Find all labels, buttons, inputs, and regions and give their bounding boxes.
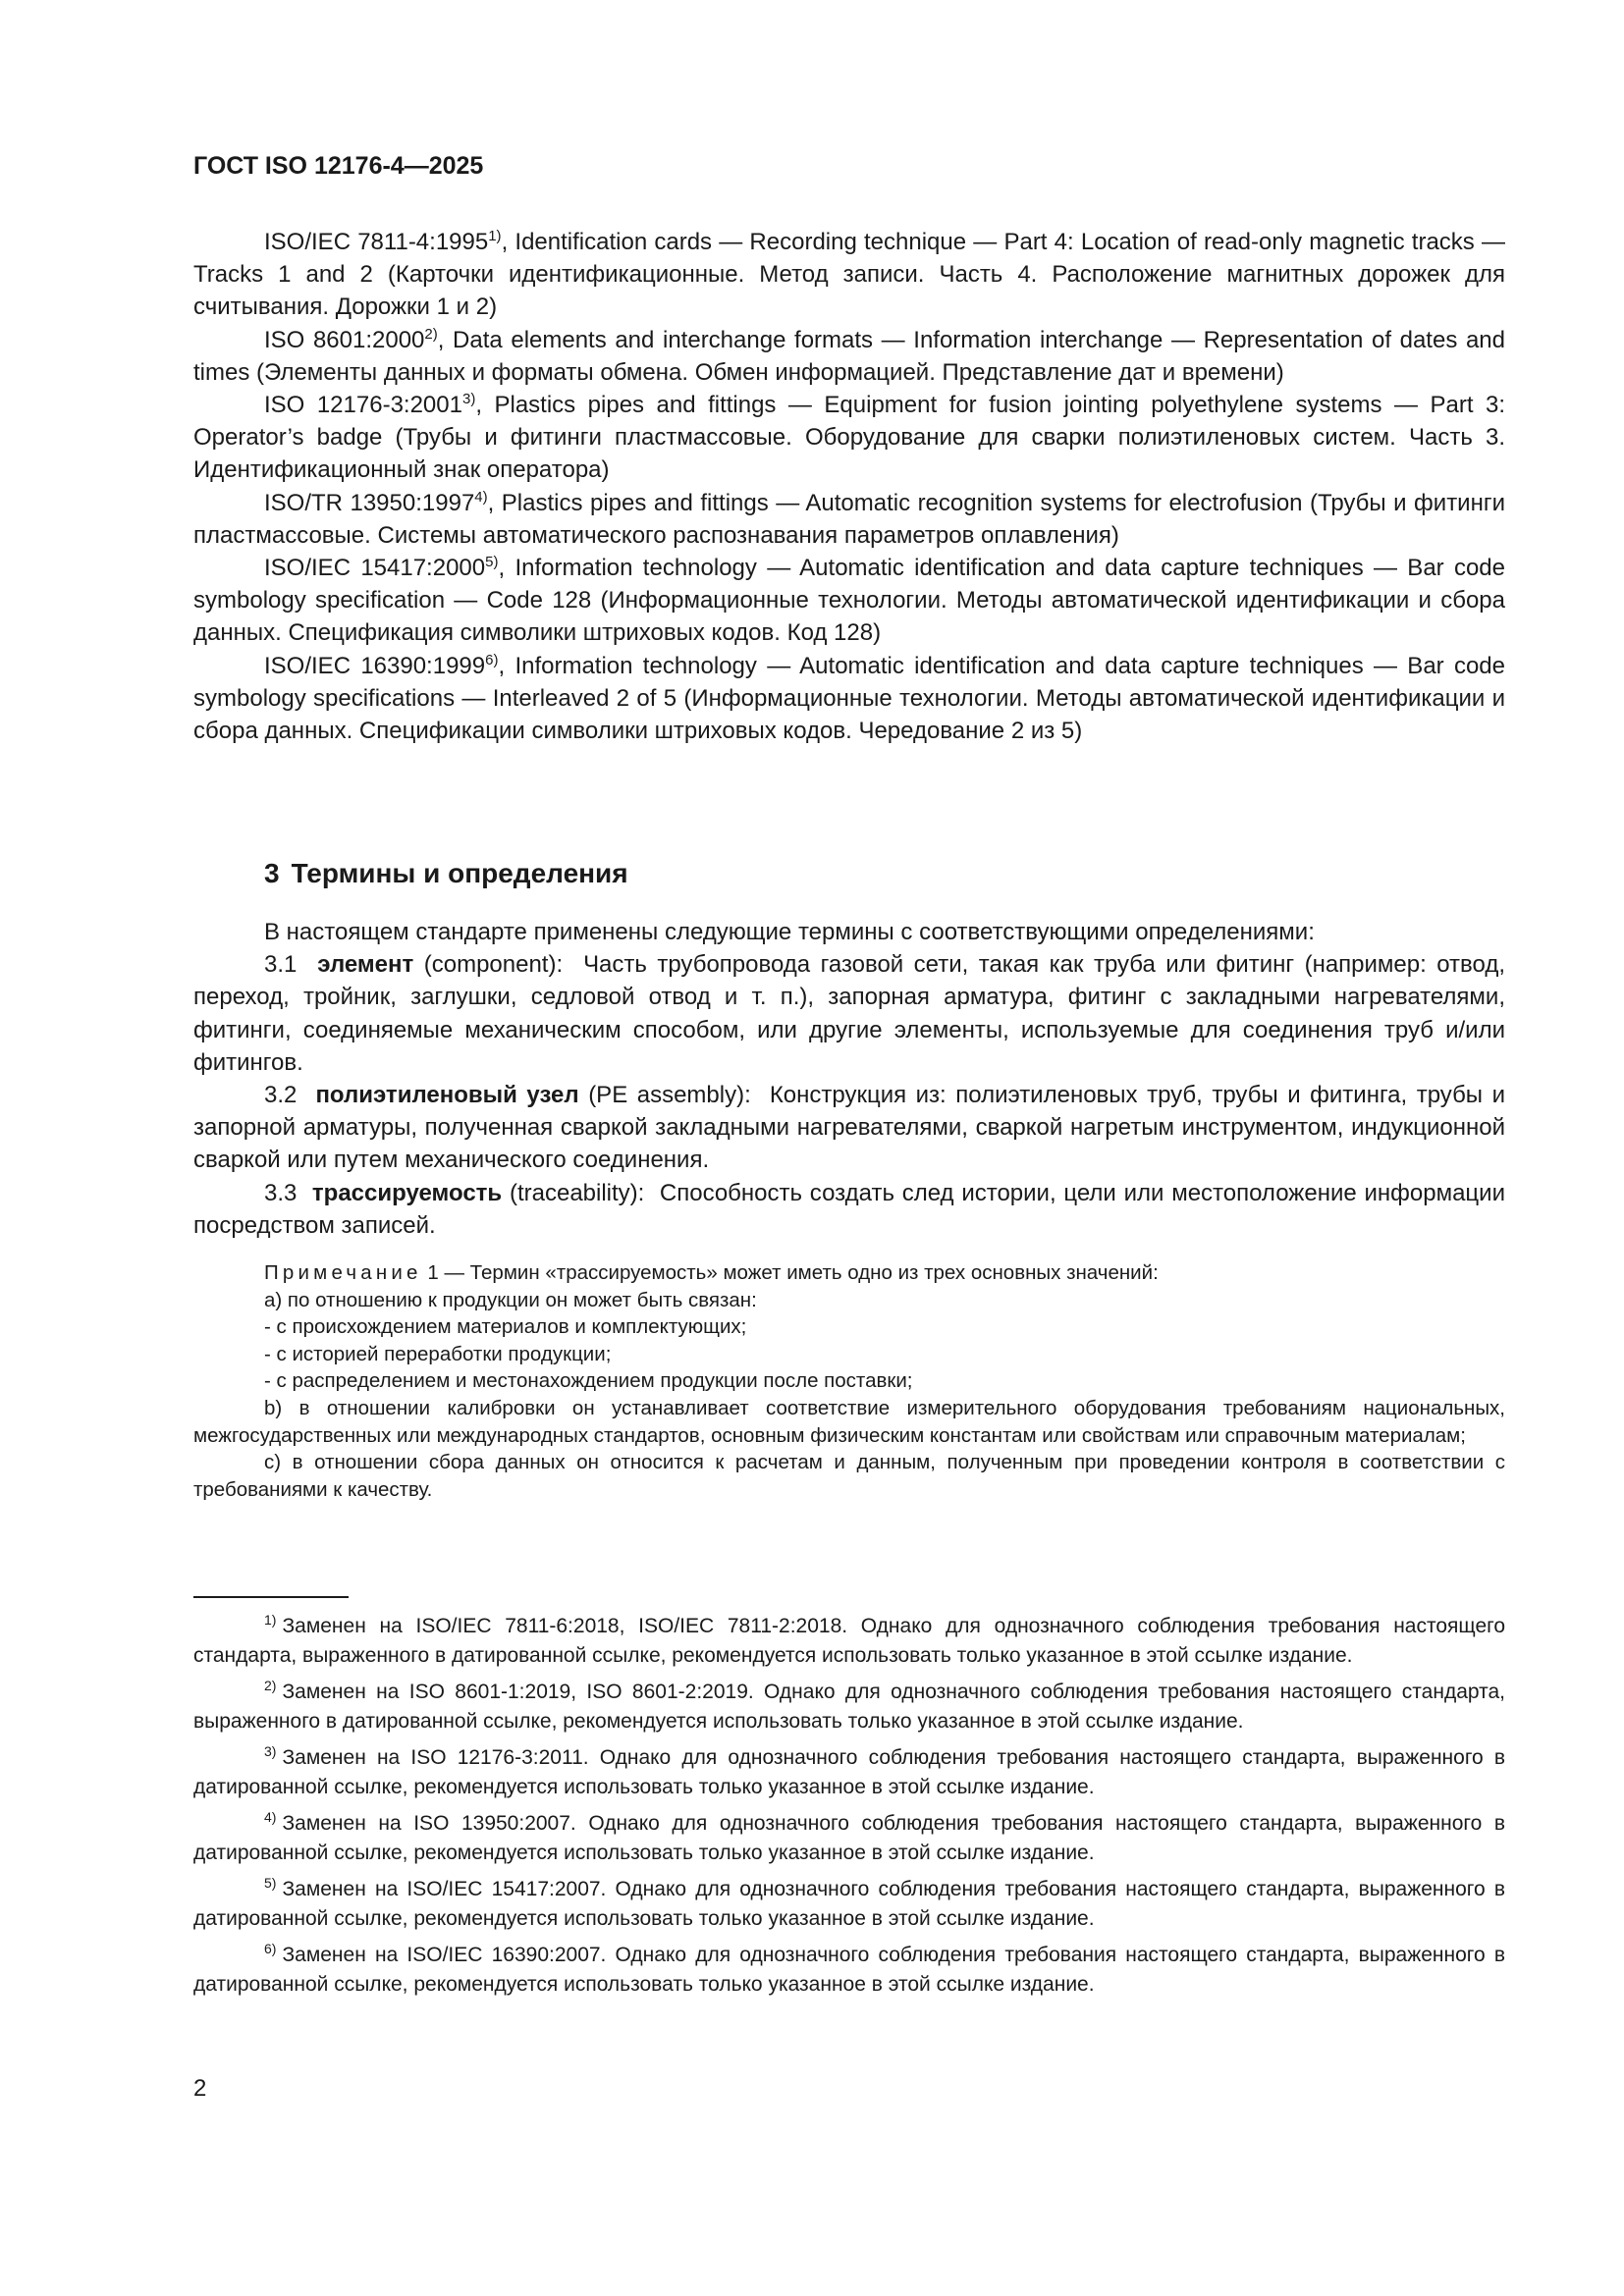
footnote-ref[interactable]: 5) — [485, 554, 499, 571]
reference-item — [193, 226, 1505, 324]
footnote-mark: 5) — [264, 1875, 277, 1891]
note-item: - с происхождением материалов и комплектующих; — [264, 1315, 747, 1339]
footnote-mark: 6) — [264, 1941, 277, 1956]
footnote — [193, 1612, 1505, 1670]
section-number: 3 — [264, 858, 280, 888]
footnote-text: Заменен на ISO 13950:2007. Однако для однозначного соблюдения требования настоящего стандарта, выраженного в датированной ссылке, рекомендуется использовать только указанное в этой ссылке издание. — [193, 1812, 1505, 1864]
note-item: - с историей переработки продукции; — [264, 1342, 612, 1365]
note-item: c) в отношении сбора данных он относится к расчетам и данным, полученным при проведении контроля в соответствии с требованиями к качеству. — [193, 1451, 1505, 1501]
note-number: 1 — [427, 1261, 439, 1284]
footnote-ref[interactable]: 1) — [488, 228, 502, 244]
reference-code: ISO/IEC 15417:2000 — [264, 555, 486, 582]
note-item: a) по отношению к продукции он может быть связан: — [264, 1288, 757, 1311]
term-english: (component): — [423, 951, 564, 979]
footnote-ref[interactable]: 6) — [485, 651, 499, 668]
reference-item — [193, 487, 1505, 552]
reference-item — [193, 389, 1505, 487]
footnote-mark: 2) — [264, 1678, 277, 1693]
footnote-mark: 3) — [264, 1743, 277, 1759]
term-english: (PE assembly): — [588, 1082, 751, 1109]
reference-text: , Plastics pipes and fittings — Equipment for fusion jointing polyethylene systems — Part 3: Operator’s badge (Трубы и фитинги пластмассовые. Оборудование для сварки полиэтиленовых систем. Часть 3. Идентификационный знак оператора) — [193, 392, 1506, 484]
reference-text: , Data elements and interchange formats — Information interchange — Representation of dates and times (Элементы данных и форматы обмена. Обмен информацией. Представление дат и времени) — [193, 326, 1505, 386]
footnote-ref[interactable]: 2) — [424, 325, 438, 343]
term-definition: Конструкция из: полиэтиленовых труб, трубы и фитинга, трубы и запорной арматуры, полученная сваркой закладными нагревателями, сваркой нагретым инструментом, индукционной сваркой или путем механического соединения. — [193, 1082, 1505, 1174]
footnote — [193, 1743, 1505, 1801]
term-definition: Часть трубопровода газовой сети, такая как труба или фитинг (например: отвод, переход, тройник, заглушки, седловой отвод и т. п.), запорная арматура, фитинг с закладными нагревателями, фитинги, соединяемые механическим способом, или другие элементы, используемые для соединения труб и/или фитингов. — [193, 951, 1506, 1076]
page-number: 2 — [193, 2075, 207, 2102]
term-english: (traceability): — [509, 1179, 645, 1206]
footnote — [193, 1809, 1505, 1867]
footnote — [193, 1875, 1505, 1933]
reference-code: ISO 12176-3:2001 — [264, 392, 462, 419]
note-item: - с распределением и местонахождением продукции после поставки; — [264, 1369, 913, 1393]
terms-section — [193, 916, 1505, 1242]
term-number: 3.3 — [264, 1179, 298, 1206]
term-name: полиэтиленовый узел — [315, 1082, 579, 1109]
term-name: трассируемость — [311, 1179, 503, 1206]
footnote-text: Заменен на ISO/IEC 7811-6:2018, ISO/IEC 7811-2:2018. Однако для однозначного соблюдения требования настоящего стандарта, выраженного в датированной ссылке, рекомендуется использовать только указанное в этой ссылке издание. — [193, 1615, 1505, 1667]
term-number: 3.2 — [264, 1082, 298, 1109]
footnote-text: Заменен на ISO 8601-1:2019, ISO 8601-2:2019. Однако для однозначного соблюдения требования настоящего стандарта, выраженного в датированной ссылке, рекомендуется использовать только указанное в этой ссылке издание. — [193, 1681, 1505, 1733]
note-item: b) в отношении калибровки он устанавливает соответствие измерительного оборудования требованиям национальных, межгосударственных или международных стандартов, основным физическим константам или свойствам или справочным материалам; — [193, 1396, 1505, 1447]
reference-text: , Information technology — Automatic identification and data capture techniques — Bar code symbology specifications — Interleaved 2 of 5 (Информационные технологии. Методы автоматической идентификации и сбора данных. Спецификации символики штриховых кодов. Чередование 2 из 5) — [193, 652, 1505, 745]
reference-code: ISO/TR 13950:1997 — [264, 489, 475, 516]
section-heading — [264, 856, 628, 891]
section-intro: В настоящем стандарте применены следующие термины с соответствующими определениями: — [264, 919, 1315, 945]
normative-references — [193, 226, 1505, 747]
term-name: элемент — [317, 951, 414, 979]
term-entry — [193, 948, 1505, 1079]
footnote — [193, 1678, 1505, 1735]
reference-code: ISO/IEC 16390:1999 — [264, 652, 486, 679]
note-title — [193, 1259, 1505, 1287]
reference-item — [193, 552, 1505, 650]
footnote-text: Заменен на ISO/IEC 16390:2007. Однако для однозначного соблюдения требования настоящего стандарта, выраженного в датированной ссылке, рекомендуется использовать только указанное в этой ссылке издание. — [193, 1944, 1505, 1996]
note-block — [193, 1259, 1505, 1503]
footnotes — [193, 1612, 1505, 2006]
footnote-ref[interactable]: 4) — [474, 488, 488, 506]
footnote-mark: 1) — [264, 1612, 277, 1628]
footnote — [193, 1941, 1505, 1999]
term-number: 3.1 — [264, 951, 298, 979]
document-header: ГОСТ ISO 12176-4—2025 — [193, 152, 484, 180]
reference-text: , Plastics pipes and fittings — Automatic recognition systems for electrofusion (Трубы и фитинги пластмассовые. Системы автоматического распознавания параметров оплавления) — [193, 489, 1506, 549]
note-label: Примечание — [264, 1261, 422, 1284]
term-entry — [193, 1079, 1505, 1177]
footnote-text: Заменен на ISO/IEC 15417:2007. Однако для однозначного соблюдения требования настоящего стандарта, выраженного в датированной ссылке, рекомендуется использовать только указанное в этой ссылке издание. — [193, 1878, 1505, 1930]
reference-code: ISO 8601:2000 — [264, 326, 425, 353]
term-definition: Способность создать след истории, цели или местоположение информации посредством записей. — [193, 1179, 1505, 1239]
reference-text: , Identification cards — Recording technique — Part 4: Location of read-only magnetic tracks — Tracks 1 and 2 (Карточки идентификационные. Метод записи. Часть 4. Расположение магнитных дорожек для считывания. Дорожки 1 и 2) — [193, 229, 1505, 321]
reference-code: ISO/IEC 7811-4:1995 — [264, 229, 489, 255]
reference-item — [193, 324, 1505, 389]
footnote-ref[interactable]: 3) — [461, 391, 476, 408]
footnote-mark: 4) — [264, 1809, 277, 1825]
reference-text: , Information technology — Automatic identification and data capture techniques — Bar code symbology specification — Code 128 (Информационные технологии. Методы автоматической идентификации и сбора данных. Спецификация символики штриховых кодов. Код 128) — [193, 555, 1505, 647]
reference-item — [193, 650, 1505, 748]
note-text: — Термин «трассируемость» может иметь одно из трех основных значений: — [444, 1261, 1159, 1284]
term-entry — [193, 1177, 1505, 1242]
footnote-separator — [193, 1596, 349, 1598]
section-title: Термины и определения — [291, 858, 628, 888]
footnote-text: Заменен на ISO 12176-3:2011. Однако для однозначного соблюдения требования настоящего стандарта, выраженного в датированной ссылке, рекомендуется использовать только указанное в этой ссылке издание. — [193, 1746, 1505, 1798]
